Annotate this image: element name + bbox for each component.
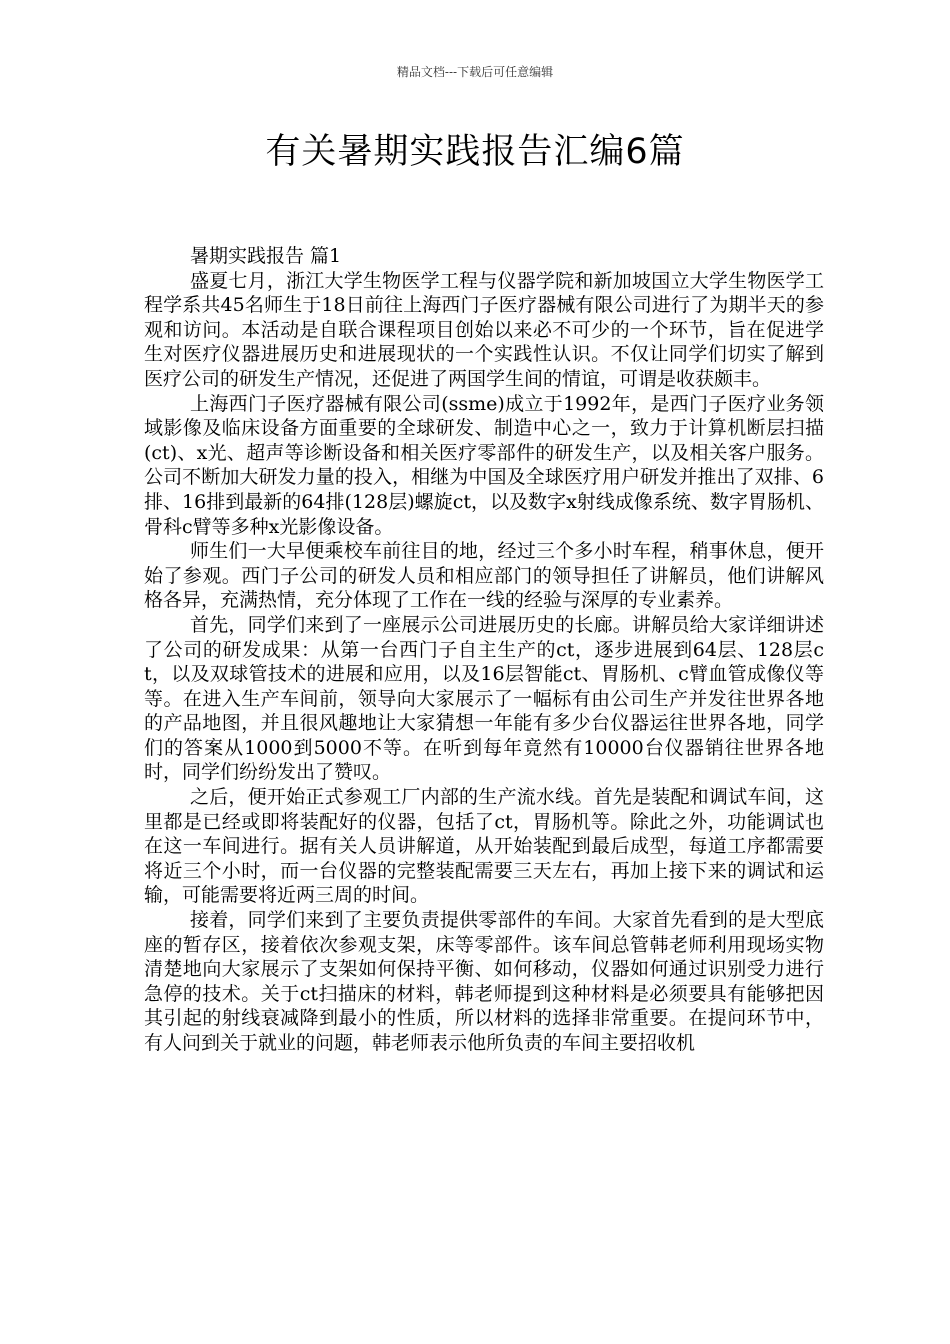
header-note: 精品文档---下载后可任意编辑: [396, 65, 554, 79]
paragraph: 师生们一大早便乘校车前往目的地，经过三个多小时车程，稍事休息，便开始了参观。西门子公司的研发人员和相应部门的领导担任了讲解员，他们讲解风格各异，充满热情，充分体现了工作在一线的经验与深厚的专业素养。: [144, 540, 824, 612]
document-body: [144, 244, 824, 1056]
paragraph: 首先，同学们来到了一座展示公司进展历史的长廊。讲解员给大家详细讲述了公司的研发成果：从第一台西门子自主生产的ct，逐步进展到64层、128层ct，以及双球管技术的进展和应用，以及16层智能ct、胃肠机、c臂血管成像仪等等。在进入生产车间前，领导向大家展示了一幅标有由公司生产并发往世界各地的产品地图，并且很风趣地让大家猜想一年能有多少台仪器运往世界各地，同学们的答案从1000到5000不等。在听到每年竟然有10000台仪器销往世界各地时，同学们纷纷发出了赞叹。: [144, 613, 824, 784]
paragraph: 盛夏七月，浙江大学生物医学工程与仪器学院和新加坡国立大学生物医学工程学系共45名师生于18日前往上海西门子医疗器械有限公司进行了为期半天的参观和访问。本活动是自联合课程项目创始以来必不可少的一个环节，旨在促进学生对医疗仪器进展历史和进展现状的一个实践性认识。不仅让同学们切实了解到医疗公司的研发生产情况，还促进了两国学生间的情谊，可谓是收获颇丰。: [144, 269, 824, 390]
paragraph: 上海西门子医疗器械有限公司(ssme)成立于1992年，是西门子医疗业务领域影像及临床设备方面重要的全球研发、制造中心之一，致力于计算机断层扫描(ct)、x光、超声等诊断设备和相关医疗零部件的研发生产，以及相关客户服务。公司不断加大研发力量的投入，相继为中国及全球医疗用户研发并推出了双排、6排、16排到最新的64排(128层)螺旋ct，以及数字x射线成像系统、数字胃肠机、骨科c臂等多种x光影像设备。: [144, 392, 824, 538]
paragraph: 之后，便开始正式参观工厂内部的生产流水线。首先是装配和调试车间，这里都是已经或即将装配好的仪器，包括了ct，胃肠机等。除此之外，功能调试也在这一车间进行。据有关人员讲解道，从开始装配到最后成型，每道工序都需要将近三个小时，而一台仪器的完整装配需要三天左右，再加上接下来的调试和运输，可能需要将近两三周的时间。: [144, 786, 824, 907]
document-title: 有关暑期实践报告汇编6篇: [265, 132, 685, 172]
paragraph: 接着，同学们来到了主要负责提供零部件的车间。大家首先看到的是大型底座的暂存区，接着依次参观支架，床等零部件。该车间总管韩老师利用现场实物清楚地向大家展示了支架如何保持平衡、如何移动，仪器如何通过识别受力进行急停的技术。关于ct扫描床的材料，韩老师提到这种材料是必须要具有能够把因其引起的射线衰减降到最小的性质，所以材料的选择非常重要。在提问环节中，有人问到关于就业的问题，韩老师表示他所负责的车间主要招收机: [144, 909, 824, 1054]
section-heading: 暑期实践报告 篇1: [190, 245, 342, 267]
